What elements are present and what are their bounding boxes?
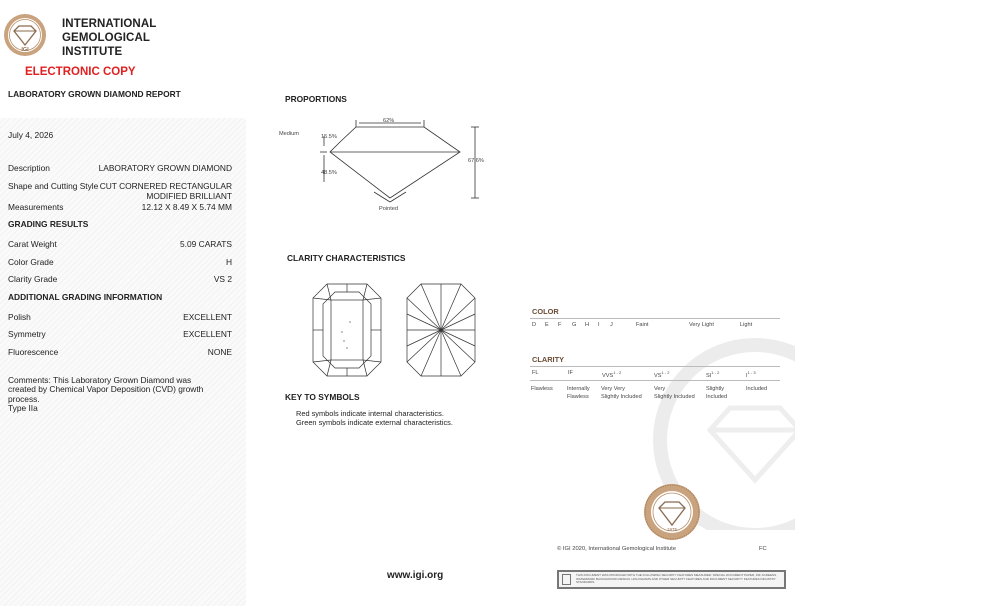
color-letter: I (598, 322, 600, 328)
key-to-symbols-text: Red symbols indicate internal characteristics. Green symbols indicate external characteristics. (296, 409, 453, 427)
field-label: Description (8, 163, 50, 173)
svg-text:IGI: IGI (21, 47, 29, 53)
field-value: 5.09 CARATS (180, 239, 232, 249)
color-letter: D (532, 322, 537, 328)
clarity-scale-divider (530, 366, 780, 367)
igi-logo-icon (3, 13, 47, 57)
document-code: FC (759, 546, 767, 552)
comments: Comments: This Laboratory Grown Diamond was created by Chemical Vapor Deposition (CVD) growth process. Type IIa (8, 375, 204, 414)
clarity-description: Included (746, 386, 768, 392)
clarity-grade: SI$^{1 - 2}$ (706, 370, 720, 379)
clarity-description: Internally Flawless (567, 386, 590, 400)
clarity-description: Slightly Included (706, 386, 728, 400)
igi-seal-icon (643, 483, 701, 541)
field-label: Carat Weight (8, 239, 57, 249)
depth-percent: 67.6% (468, 158, 484, 164)
color-scale-divider (530, 318, 780, 319)
electronic-copy-label: ELECTRONIC COPY (25, 66, 136, 78)
clarity-grade: $I^{1 - 3}$ (746, 370, 756, 379)
field-value: H (225, 257, 232, 267)
institute-name: INTERNATIONAL GEMOLOGICAL INSTITUTE (62, 18, 157, 58)
field-value: VS 2 (213, 274, 232, 284)
report-date: July 4, 2026 (8, 130, 54, 140)
color-letter: F (558, 322, 562, 328)
field-value: 12.12 X 8.49 X 5.74 MM (141, 202, 232, 212)
field-value: CUT CORNERED RECTANGULAR MODIFIED BRILLIANT (99, 181, 232, 201)
color-letter: J (610, 322, 613, 328)
clarity-characteristics-title: CLARITY CHARACTERISTICS (287, 253, 406, 263)
field-label: Symmetry (8, 329, 46, 339)
color-word: Faint (636, 322, 649, 328)
color-letter: H (585, 322, 590, 328)
report-title: LABORATORY GROWN DIAMOND REPORT (8, 89, 181, 99)
color-word: Very Light (689, 322, 714, 328)
proportions-diagram (270, 110, 500, 220)
clarity-grade: VS$^{1 - 2}$ (654, 370, 670, 379)
additional-info-title: ADDITIONAL GRADING INFORMATION (8, 292, 163, 302)
crown-percent: 15.5% (321, 134, 337, 140)
clarity-description: Very Very Slightly Included (601, 386, 642, 400)
field-value: EXCELLENT (183, 312, 232, 322)
proportions-title: PROPORTIONS (285, 94, 347, 104)
field-label: Measurements (8, 202, 64, 212)
clarity-scale-title: CLARITY (532, 355, 565, 364)
copyright-text: © IGI 2020, International Gemological Institute (557, 546, 676, 552)
clarity-description: Flawless (531, 386, 553, 392)
color-letter: G (572, 322, 577, 328)
field-value: EXCELLENT (183, 329, 232, 339)
pavilion-percent: 48.5% (321, 170, 337, 176)
field-value: LABORATORY GROWN DIAMOND (98, 163, 232, 173)
grading-results-title: GRADING RESULTS (8, 219, 89, 229)
field-value: NONE (207, 347, 232, 357)
field-label: Shape and Cutting Style (8, 181, 99, 191)
security-document-icon (562, 574, 571, 585)
table-percent: 62% (383, 118, 395, 124)
security-features-text: THIS DOCUMENT WAS PRODUCED WITH THE FOLLOWING SECURITY FEATURES MEASURED: SPECIAL DOCUMENT PAPER, INK SCREENS, WATERMARK BACKGROUND DESIGN, HOLOGRAMS AND OTHER SECURITY FEATURES AND DOCUMENT SECURITY FEATURES INDUSTRY STANDARDS. (576, 574, 777, 585)
color-word: Light (740, 322, 753, 328)
field-label: Fluorescence (8, 347, 59, 357)
security-features-box (557, 570, 786, 589)
clarity-grade: VVS$^{1 - 2}$ (602, 370, 622, 379)
clarity-plot-diagram (305, 280, 495, 380)
field-label: Polish (8, 312, 31, 322)
clarity-grade: FL (532, 370, 539, 376)
svg-text:1975: 1975 (666, 527, 678, 532)
color-scale-title: COLOR (532, 307, 559, 316)
field-label: Color Grade (8, 257, 54, 267)
field-label: Clarity Grade (8, 274, 58, 284)
clarity-description: Very Slightly Included (654, 386, 695, 400)
clarity-grade: IF (568, 370, 573, 376)
website-link[interactable]: www.igi.org (387, 570, 444, 581)
key-to-symbols-title: KEY TO SYMBOLS (285, 392, 360, 402)
girdle-label: Medium (279, 131, 299, 137)
culet-label: Pointed (379, 206, 398, 212)
color-letter: E (545, 322, 549, 328)
clarity-scale-divider (530, 380, 780, 381)
